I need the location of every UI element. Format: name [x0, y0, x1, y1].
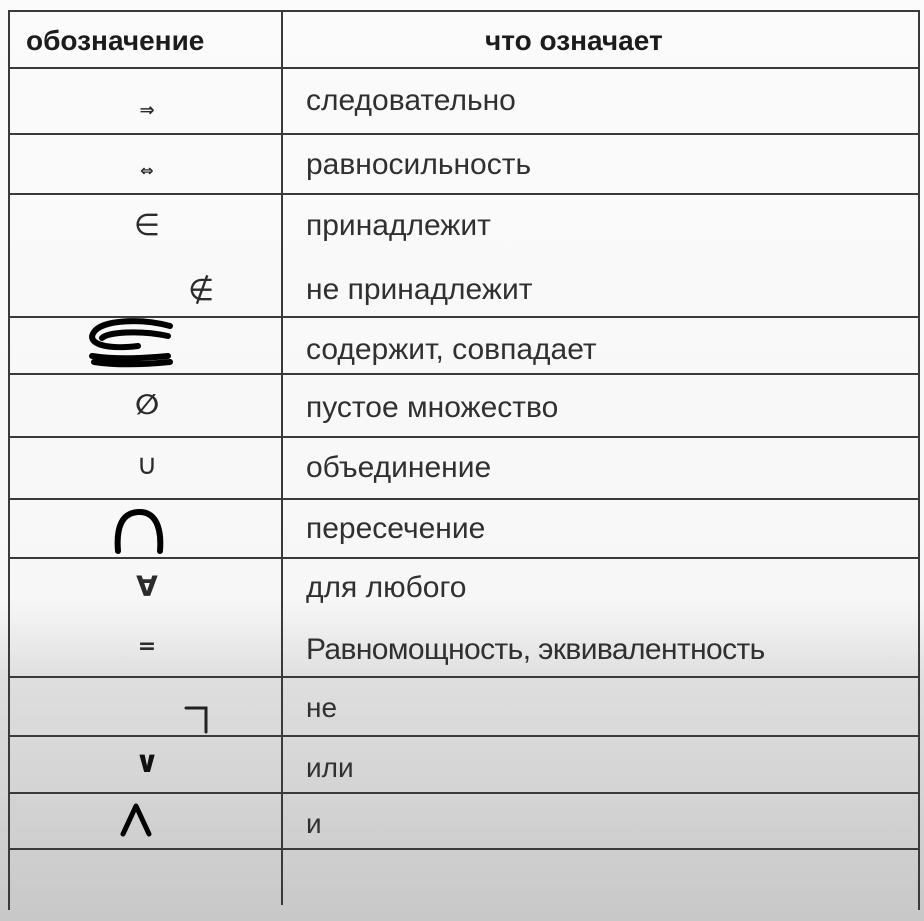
meaning-equivalence: равносильность [306, 148, 532, 181]
header-meaning: что означает [485, 25, 663, 56]
row-divider [8, 735, 920, 737]
subset-handwritten-symbol [80, 318, 180, 368]
negation-handwritten-symbol [184, 702, 214, 734]
implies-symbol: ⇒ [139, 100, 155, 121]
union-symbol: ∪ [136, 448, 158, 481]
table-border-right [918, 10, 920, 910]
meaning-not: не [306, 692, 338, 723]
meaning-empty-set: пустое множество [306, 391, 559, 424]
meaning-subset: содержит, совпадает [306, 333, 597, 366]
header-notation: обозначение [26, 25, 205, 56]
meaning-and: и [306, 808, 322, 839]
row-divider [8, 792, 920, 794]
meaning-intersection: пересечение [306, 512, 486, 545]
row-divider [8, 67, 920, 69]
row-divider [8, 848, 920, 850]
meaning-element-of: принадлежит [306, 209, 491, 242]
table-border-top [8, 10, 920, 12]
or-symbol: ∨ [134, 745, 160, 780]
equivalence-symbol: ⇔ [140, 161, 154, 180]
table-border-left [8, 10, 10, 910]
row-divider [8, 133, 920, 135]
meaning-not-element-of: не принадлежит [306, 273, 533, 306]
meaning-or: или [306, 752, 354, 783]
row-divider [8, 373, 920, 375]
for-all-symbol: ∀ [136, 570, 158, 603]
row-divider [8, 676, 920, 678]
empty-set-symbol: ∅ [135, 388, 159, 421]
element-of-symbol: ∈ [133, 208, 161, 243]
row-divider [8, 498, 920, 500]
row-divider [8, 436, 920, 438]
meaning-implies: следовательно [306, 84, 516, 117]
meaning-union: объединение [306, 451, 492, 484]
and-handwritten-symbol [118, 800, 154, 838]
row-divider [8, 557, 920, 559]
intersection-handwritten-symbol [108, 507, 168, 553]
meaning-for-all: для любого [306, 571, 467, 604]
equinumerous-symbol: = [137, 634, 157, 659]
row-divider [8, 193, 920, 195]
meaning-equinumerous: Равномощность, эквивалентность [306, 633, 765, 666]
not-element-of-symbol: ∉ [188, 273, 215, 308]
